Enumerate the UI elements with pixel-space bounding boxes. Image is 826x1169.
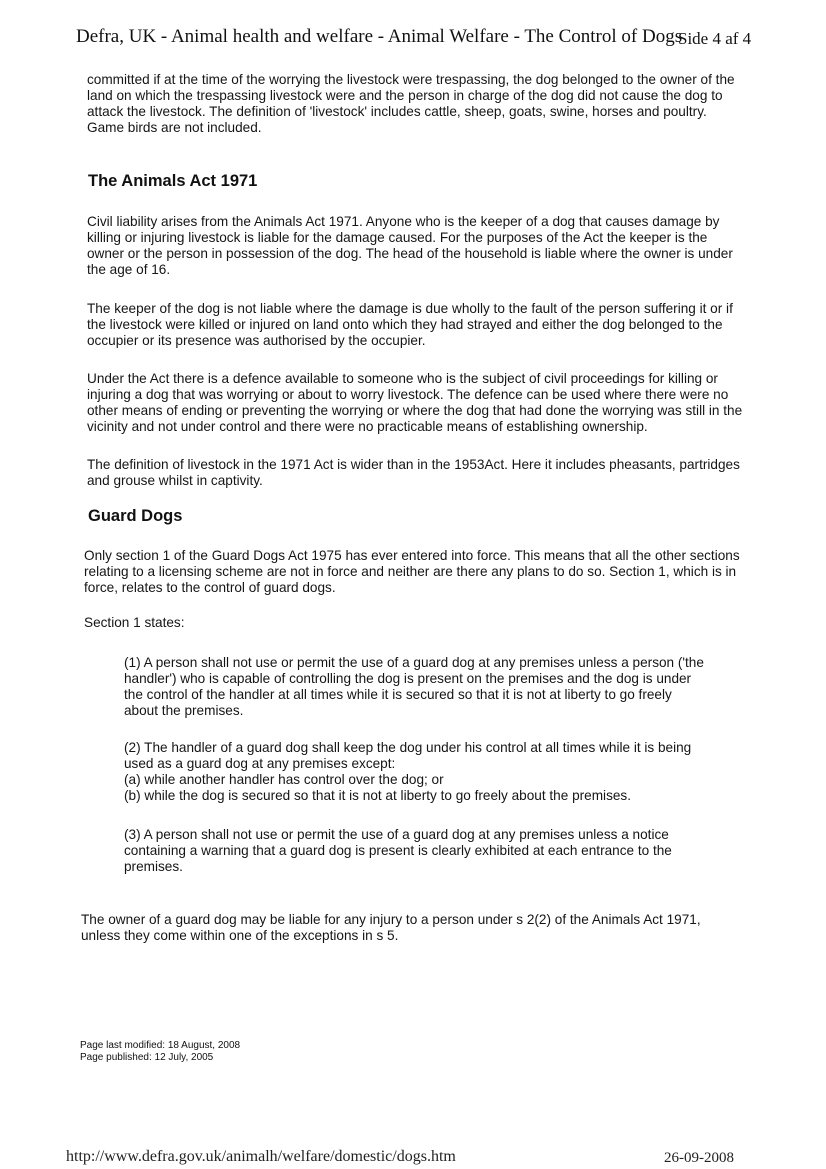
closing-paragraph: The owner of a guard dog may be liable for any injury to a person under s 2(2) of the Animals Act 1971, unless they come within one of the exceptions in s 5.: [81, 912, 701, 943]
last-modified: Page last modified: 18 August, 2008: [80, 1040, 241, 1051]
published-date: Page published: 12 July, 2005: [80, 1052, 214, 1063]
animals-act-paragraph-2: The keeper of the dog is not liable where the damage is due wholly to the fault of the person suffering it or if the livestock were killed or injured on land onto which they had strayed and either the dog belonged to the occupier or its presence was authorised by the occupier.: [87, 301, 733, 348]
animals-act-paragraph-4: The definition of livestock in the 1971 Act is wider than in the 1953Act. Here it includes pheasants, partridges and grouse whilst in captivity.: [87, 457, 740, 488]
footer-url: http://www.defra.gov.uk/animalh/welfare/domestic/dogs.htm: [66, 1148, 456, 1165]
clause-3: (3) A person shall not use or permit the use of a guard dog at any premises unless a notice containing a warning that a guard dog is present is clearly exhibited at each entrance to the premises.: [124, 827, 672, 874]
animals-act-paragraph-3: Under the Act there is a defence available to someone who is the subject of civil proceedings for killing or injuring a dog that was worrying or about to worry livestock. The defence can be used where there were no other means of ending or preventing the worrying or where the dog that had done the worrying was still in the vicinity and not under control and there were no practicable means of establishing ownership.: [87, 371, 743, 434]
intro-paragraph: committed if at the time of the worrying the livestock were trespassing, the dog belonged to the owner of the land on which the trespassing livestock were and the person in charge of the dog did not cause the dog to attack the livestock. The definition of 'livestock' includes cattle, sheep, goats, swine, horses and poultry. Game birds are not included.: [87, 72, 735, 135]
animals-act-heading: The Animals Act 1971: [88, 172, 258, 190]
clause-2-main: (2) The handler of a guard dog shall keep the dog under his control at all times while it is being used as a guard dog at any premises except:: [124, 740, 692, 771]
clause-2: [124, 740, 704, 804]
page-number: Side 4 af 4: [678, 29, 752, 48]
section-1-intro: Section 1 states:: [84, 615, 185, 630]
footer-date: 26-09-2008: [664, 1150, 734, 1166]
guard-dogs-heading: Guard Dogs: [88, 507, 183, 525]
clause-1: (1) A person shall not use or permit the use of a guard dog at any premises unless a person ('the handler') who is capable of controlling the dog is present on the premises and the dog is under the control of the handler at all times while it is secured so that it is not at liberty to go freely about the premises.: [124, 655, 704, 718]
guard-dogs-paragraph: Only section 1 of the Guard Dogs Act 1975 has ever entered into force. This means that all the other sections relating to a licensing scheme are not in force and neither are there any plans to do so. Section 1, which is in force, relates to the control of guard dogs.: [84, 548, 740, 595]
animals-act-paragraph-1: Civil liability arises from the Animals Act 1971. Anyone who is the keeper of a dog that causes damage by killing or injuring livestock is liable for the damage caused. For the purposes of the Act the keeper is the owner or the person in possession of the dog. The head of the household is liable where the owner is under the age of 16.: [87, 214, 733, 277]
page-meta: [80, 1040, 240, 1064]
clause-2-item-a: (a) while another handler has control over the dog; or: [124, 772, 444, 787]
clause-2-item-b: (b) while the dog is secured so that it is not at liberty to go freely about the premises.: [124, 788, 632, 803]
document-title: Defra, UK - Animal health and welfare - Animal Welfare - The Control of Dogs: [76, 26, 683, 47]
